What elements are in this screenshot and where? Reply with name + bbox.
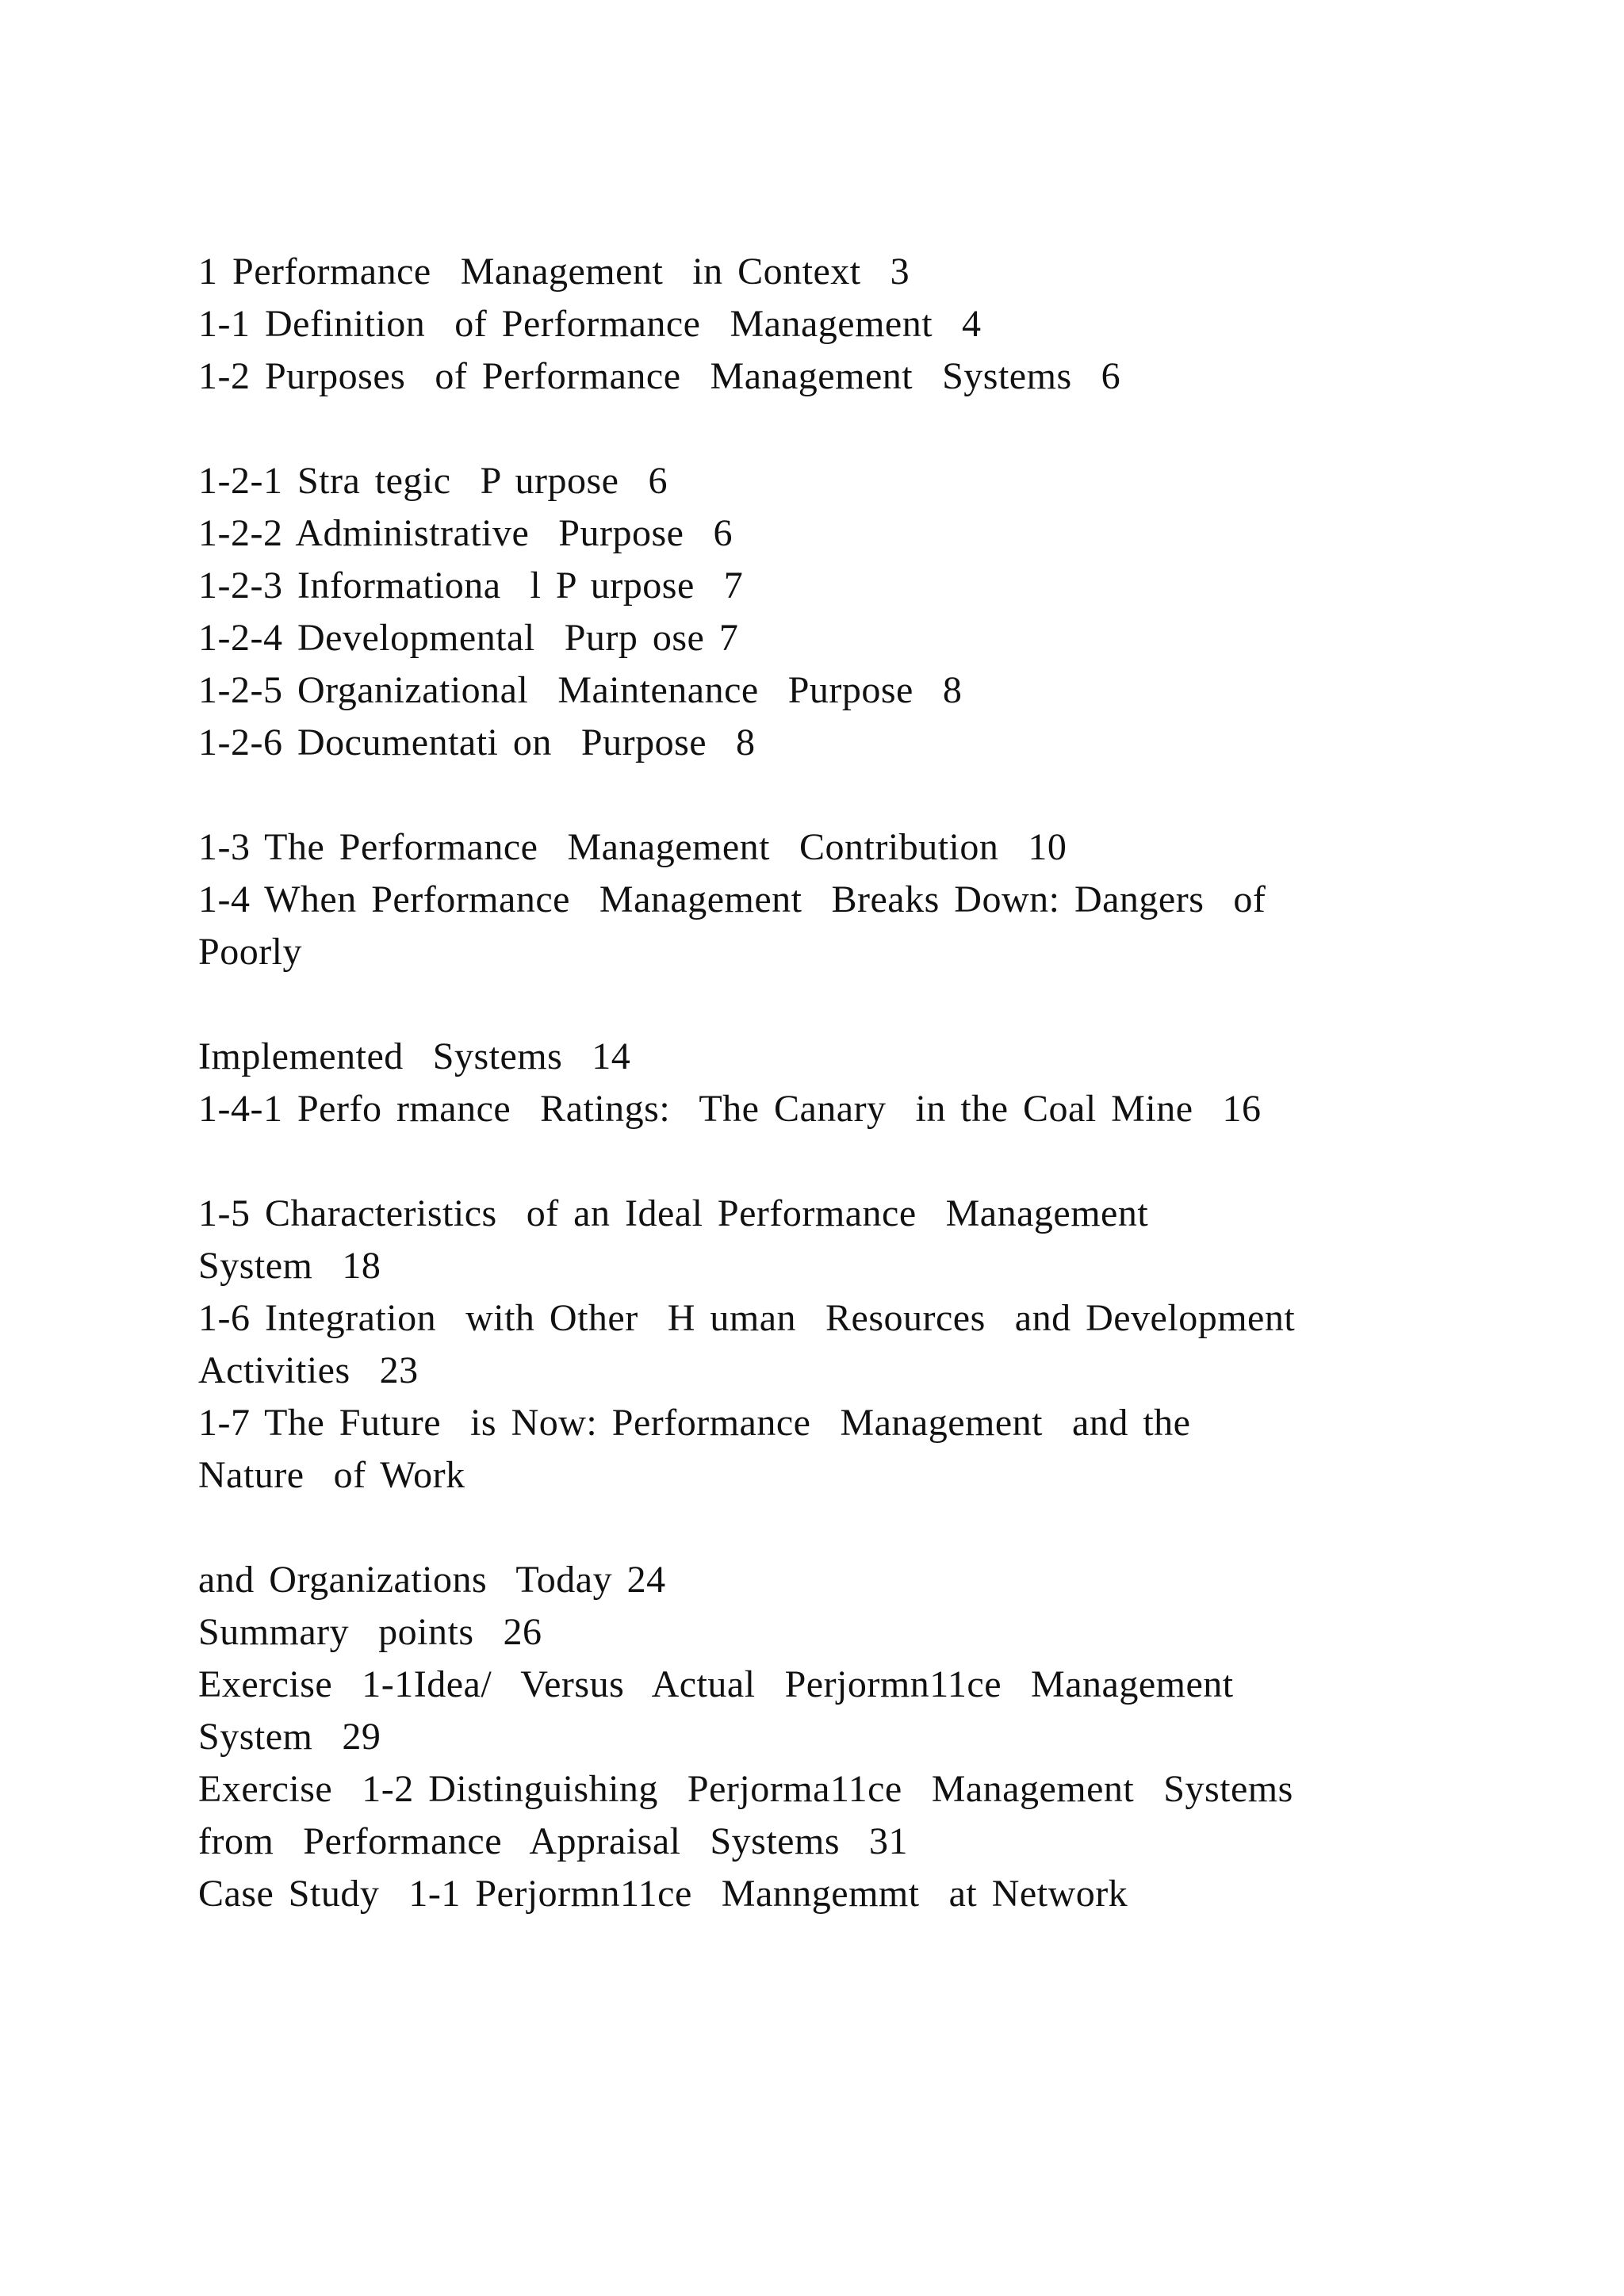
toc-entry: 1-2 Purposes of Performance Management Systems 6 bbox=[198, 355, 1121, 397]
toc-entry: 1 Performance Management in Context 3 bbox=[198, 251, 910, 293]
toc-entry: 1-2-5 Organizational Maintenance Purpose 8 bbox=[198, 669, 963, 711]
toc-entry: Exercise 1-2 Distinguishing Perjorma11ce Management Systems bbox=[198, 1768, 1293, 1810]
toc-entry: Poorly bbox=[198, 931, 303, 973]
blank-line bbox=[198, 978, 1435, 1031]
toc-entry: System 18 bbox=[198, 1245, 381, 1287]
toc-entry: System 29 bbox=[198, 1716, 381, 1758]
toc-entry: 1-2-2 Administrative Purpose 6 bbox=[198, 512, 733, 554]
blank-line bbox=[198, 769, 1435, 821]
blank-line bbox=[198, 1135, 1435, 1188]
toc-entry: 1-4 When Performance Management Breaks Down: Dangers of bbox=[198, 878, 1266, 920]
toc-entry: 1-5 Characteristics of an Ideal Performance Management bbox=[198, 1192, 1149, 1234]
toc-entry: 1-2-6 Documentati on Purpose 8 bbox=[198, 721, 756, 763]
toc-entry: Case Study 1-1 Perjormn11ce Manngemmt at Network bbox=[198, 1873, 1128, 1915]
toc-entry: 1-2-1 Stra tegic P urpose 6 bbox=[198, 460, 668, 502]
toc-entry: 1-7 The Future is Now: Performance Management and the bbox=[198, 1402, 1191, 1444]
toc-entry: from Performance Appraisal Systems 31 bbox=[198, 1820, 908, 1862]
toc-entry: 1-3 The Performance Management Contribution 10 bbox=[198, 826, 1067, 868]
toc-entry: 1-2-3 Informationa l P urpose 7 bbox=[198, 564, 744, 607]
toc-entry: and Organizations Today 24 bbox=[198, 1559, 666, 1601]
toc-entry: Summary points 26 bbox=[198, 1611, 542, 1653]
blank-line bbox=[198, 403, 1435, 455]
toc-entry: Exercise 1-1Idea/ Versus Actual Perjormn11ce Management bbox=[198, 1663, 1234, 1705]
table-of-contents bbox=[198, 246, 1435, 1920]
toc-entry: 1-2-4 Developmental Purp ose 7 bbox=[198, 617, 739, 659]
toc-entry: Nature of Work bbox=[198, 1454, 465, 1496]
toc-entry: Activities 23 bbox=[198, 1349, 419, 1391]
toc-entry: Implemented Systems 14 bbox=[198, 1035, 631, 1077]
toc-entry: 1-6 Integration with Other H uman Resources and Development bbox=[198, 1297, 1296, 1339]
toc-entry: 1-4-1 Perfo rmance Ratings: The Canary in the Coal Mine 16 bbox=[198, 1088, 1262, 1130]
toc-entry: 1-1 Definition of Performance Management 4 bbox=[198, 303, 982, 345]
blank-line bbox=[198, 1502, 1435, 1554]
